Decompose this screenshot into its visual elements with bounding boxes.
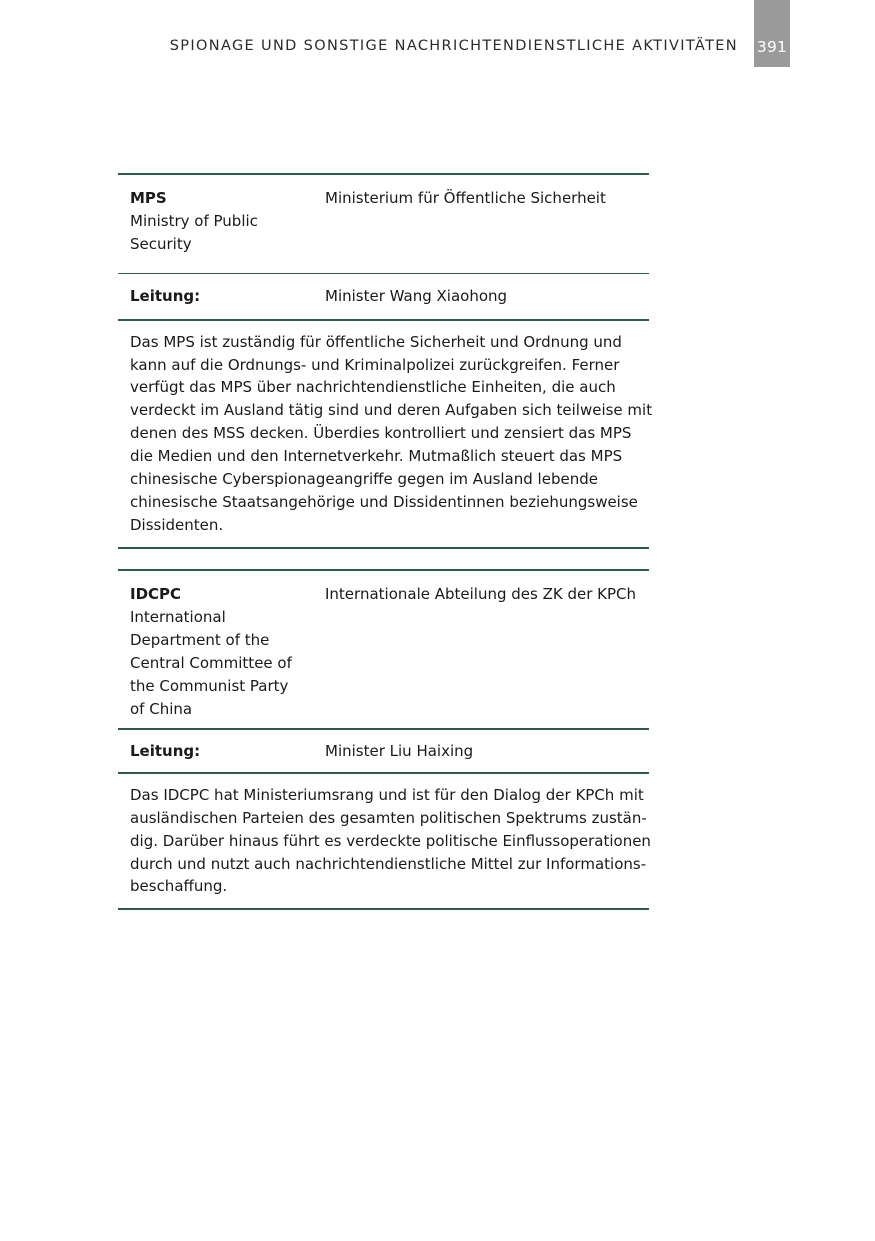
org-table-mps [118,173,653,549]
table-bottom-rule [118,547,649,549]
page-number: 391 [756,38,788,56]
description-line: verdeckt im Ausland tätig sind und deren Aufgaben sich teilweise mit [130,401,653,420]
description-line: chinesische Cyberspionageangriffe gegen im Ausland lebende [130,470,598,489]
leadership-row [118,274,649,319]
leadership-value: Minister Liu Haixing [325,741,474,760]
description-line: ausländischen Parteien des gesamten politischen Spektrums zustän- [130,808,647,827]
description-line: durch und nutzt auch nachrichtendienstliche Mittel zur Informations- [130,854,647,873]
org-description [118,774,649,909]
org-english-name-line: International [130,607,226,626]
leadership-label: Leitung: [130,287,201,306]
leadership-row [118,730,649,772]
running-head-title: SPIONAGE UND SONSTIGE NACHRICHTENDIENSTLICHE AKTIVITÄTEN [169,38,738,54]
org-english-name-line: Ministry of Public [130,211,258,230]
org-name-row [118,571,649,728]
org-name-row [118,175,649,273]
description-line: beschaffung. [130,877,228,896]
description-line: denen des MSS decken. Überdies kontrolliert und zensiert das MPS [130,424,632,443]
description-line: Das IDCPC hat Ministeriumsrang und ist für den Dialog der KPCh mit [130,785,644,804]
description-line: chinesische Staatsangehörige und Dissidentinnen beziehungsweise [130,492,638,511]
description-line: Das MPS ist zuständig für öffentliche Sicherheit und Ordnung und [130,332,622,351]
leadership-value: Minister Wang Xiaohong [325,287,508,306]
org-abbreviation: MPS [130,189,167,207]
org-description [118,321,653,547]
org-english-name-line: of China [130,699,193,718]
description-line: Dissidenten. [130,515,224,534]
org-english-name-line: Department of the [130,630,270,649]
description-line: verfügt das MPS über nachrichtendienstliche Einheiten, die auch [130,378,616,397]
description-line: die Medien und den Internetverkehr. Mutmaßlich steuert das MPS [130,447,623,466]
page-number-tab [754,0,790,67]
org-german-name: Internationale Abteilung des ZK der KPCh [325,585,637,603]
org-english-name-line: the Communist Party [130,676,289,695]
org-german-name: Ministerium für Öffentliche Sicherheit [325,189,606,207]
org-name-cell [130,187,325,256]
org-abbreviation: IDCPC [130,585,182,603]
org-english-name-line: Security [130,234,192,253]
org-table-idcpc [118,569,649,910]
description-line: dig. Darüber hinaus führt es verdeckte politische Einflussoperationen [130,831,651,850]
org-name-cell [130,583,325,720]
table-bottom-rule [118,908,649,910]
leadership-label: Leitung: [130,741,201,760]
description-line: kann auf die Ordnungs- und Kriminalpolizei zurückgreifen. Ferner [130,355,620,374]
org-english-name-line: Central Committee of [130,653,292,672]
